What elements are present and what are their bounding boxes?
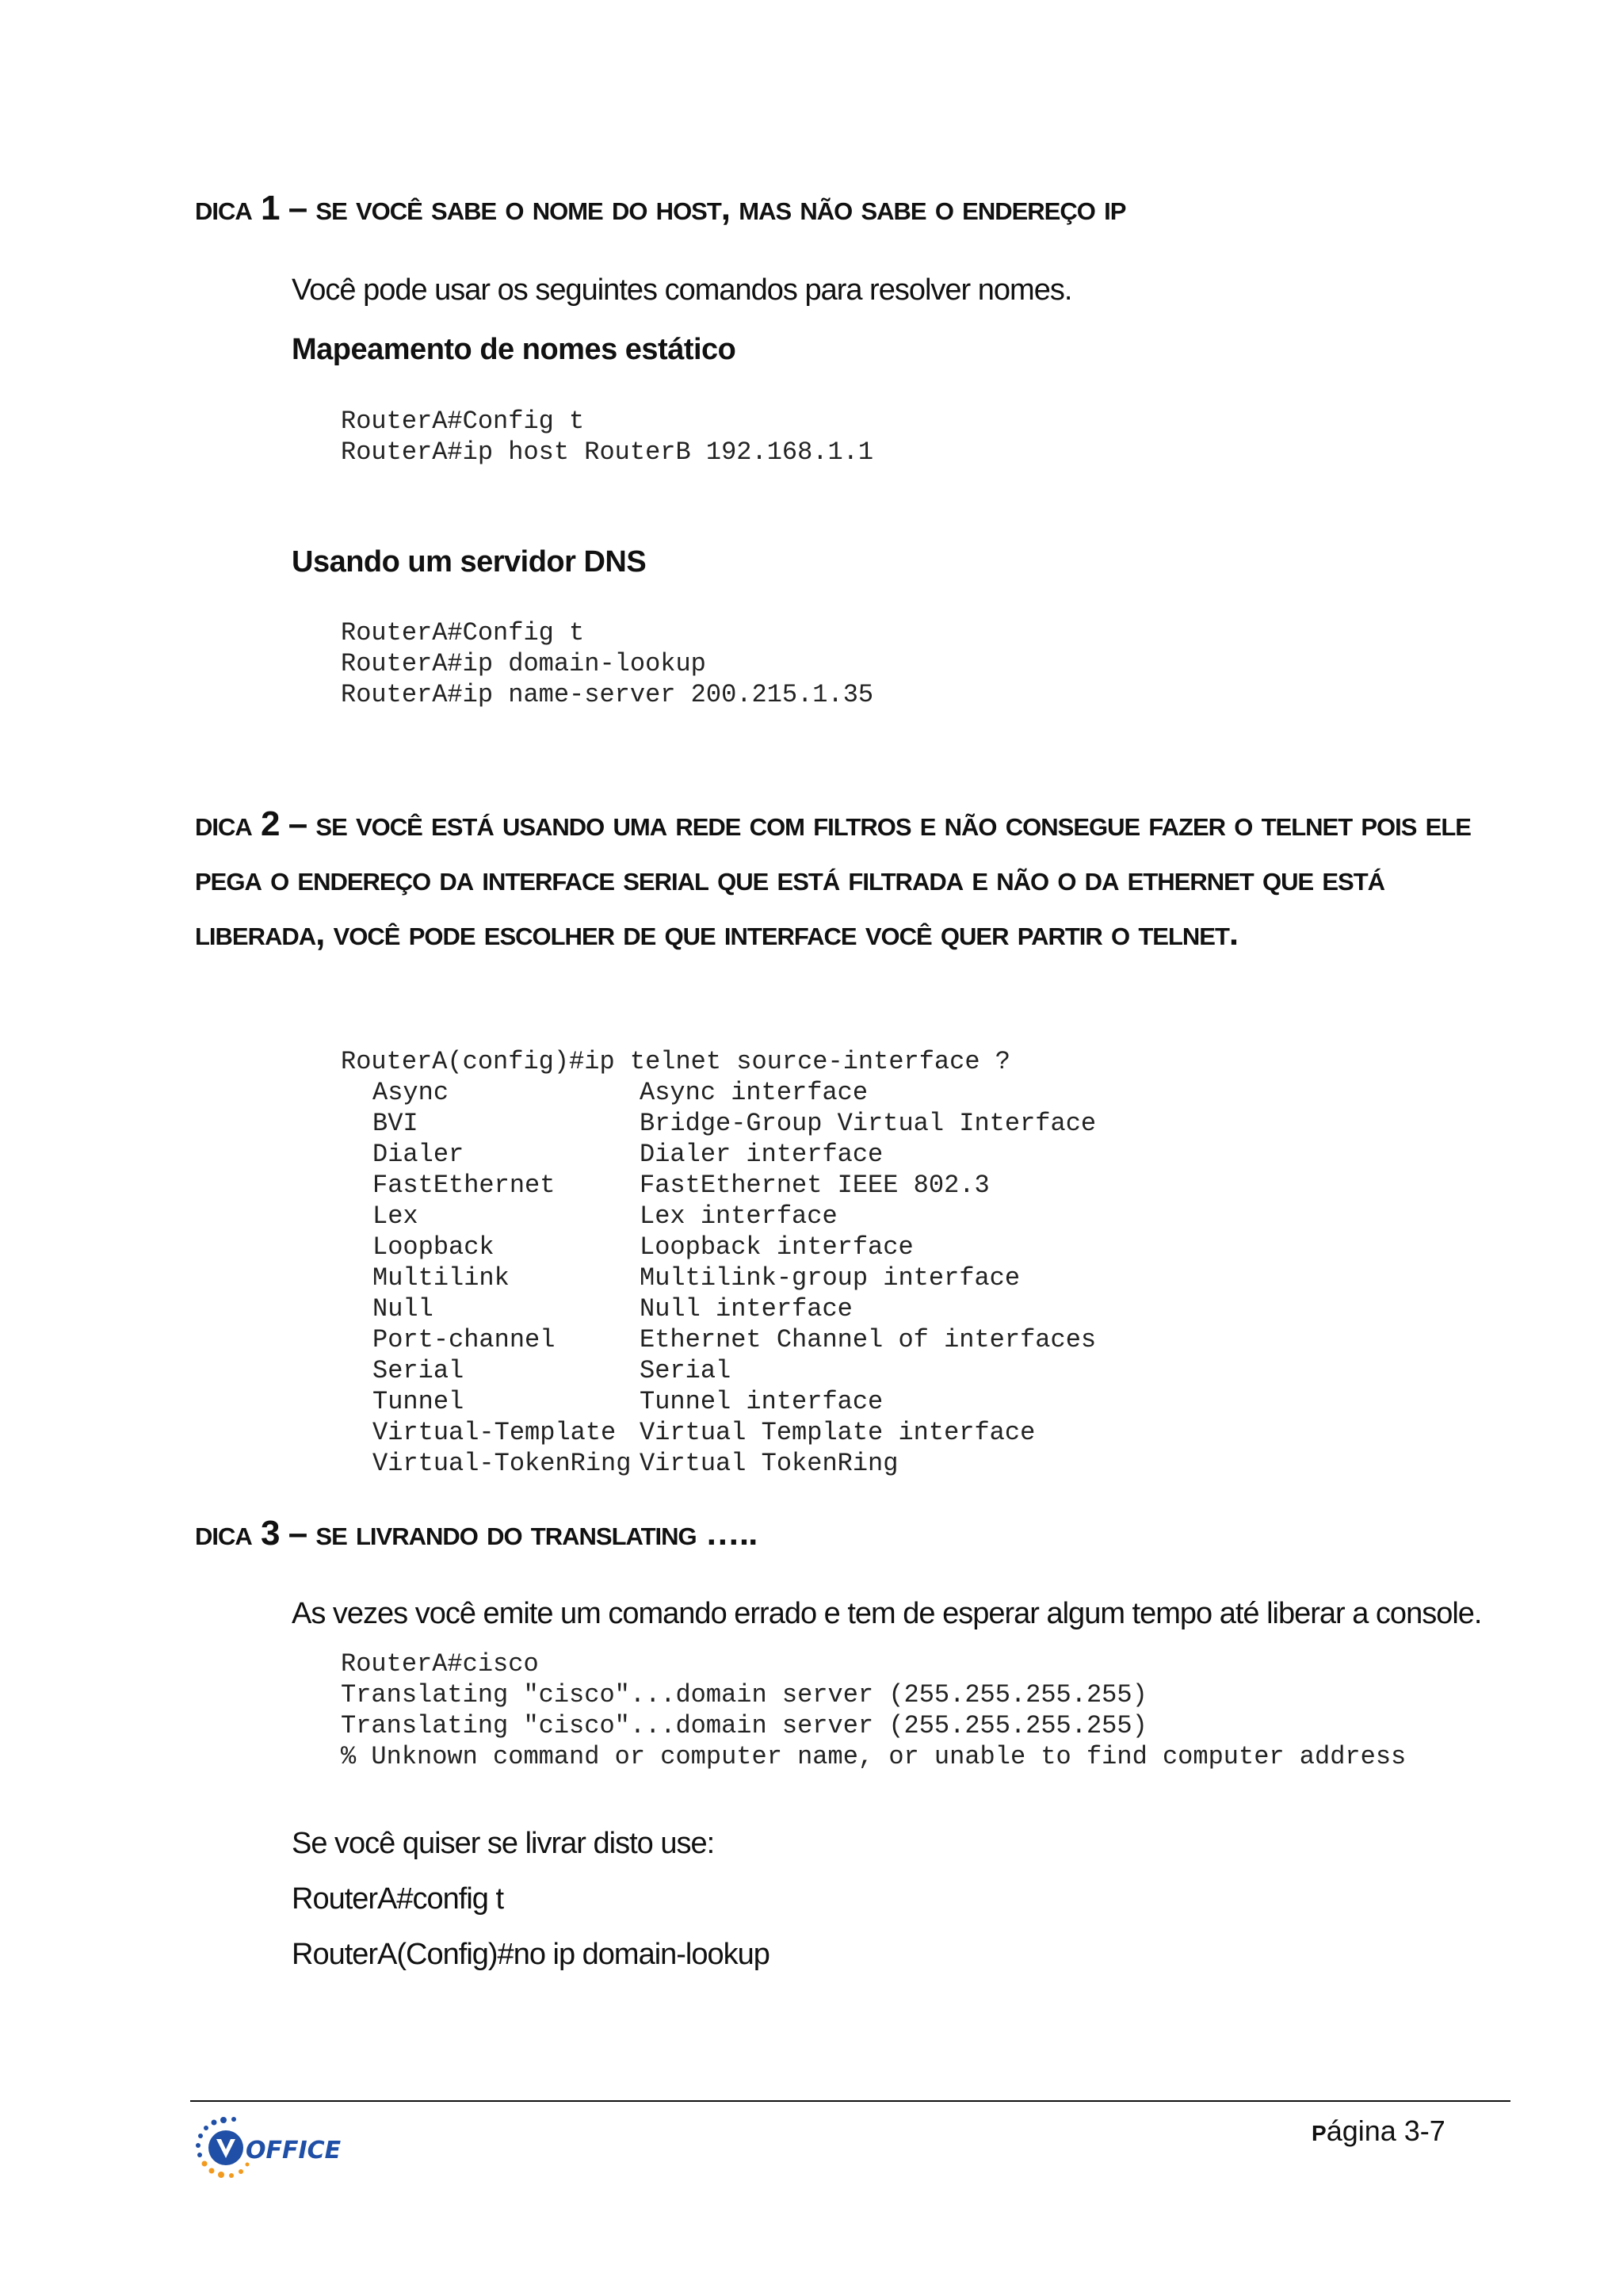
code-line: RouterA#ip domain-lookup	[341, 649, 706, 678]
code-line: Translating "cisco"...domain server (255.255.255.255)	[341, 1680, 1148, 1710]
translating-code	[341, 1648, 1406, 1772]
dns-server-heading: Usando um servidor DNS	[292, 545, 647, 579]
interface-row: Tunnel Tunnel interface	[372, 1387, 884, 1416]
code-line: RouterA#ip host RouterB 192.168.1.1	[341, 437, 874, 467]
interface-row: Virtual-TokenRing Virtual TokenRing	[372, 1449, 899, 1478]
dica2-heading: dica 2 – se você está usando uma rede com filtros e não consegue fazer o telnet pois ele pega o endereço da interface serial que está filtrada e não o da ethernet que está liberada, você pode escolher de que interface você quer partir o telnet.	[195, 804, 1471, 953]
interface-row: Virtual-Template Virtual Template interface	[372, 1418, 1036, 1447]
code-line: Translating "cisco"...domain server (255.255.255.255)	[341, 1711, 1148, 1740]
footer-rule	[190, 2100, 1510, 2102]
static-mapping-heading: Mapeamento de nomes estático	[292, 333, 736, 366]
logo-text: OFFICE	[246, 2137, 342, 2164]
interface-row: Null Null interface	[372, 1294, 853, 1324]
dica3-intro: As vezes você emite um comando errado e tem de esperar algum tempo até liberar a console.	[292, 1597, 1482, 1630]
interface-row: BVI Bridge-Group Virtual Interface	[372, 1109, 1097, 1138]
dica3-heading: dica 3 – se livrando do translating …..	[195, 1514, 758, 1553]
static-mapping-code	[341, 406, 873, 468]
interface-row: Serial Serial	[372, 1356, 731, 1385]
code-line: % Unknown command or computer name, or unable to find computer address	[341, 1742, 1407, 1771]
dica1-intro: Você pode usar os seguintes comandos para resolver nomes.	[292, 273, 1072, 307]
fix-command-2: RouterA(Config)#no ip domain-lookup	[292, 1938, 769, 1971]
voffice-logo	[190, 2111, 365, 2187]
interface-row: FastEthernet FastEthernet IEEE 802.3	[372, 1171, 990, 1200]
interface-row: Dialer Dialer interface	[372, 1140, 884, 1169]
interface-row: Loopback Loopback interface	[372, 1232, 914, 1262]
page-number: Página 3-7	[1312, 2115, 1445, 2147]
code-line: RouterA#cisco	[341, 1649, 539, 1679]
interface-row: Async Async interface	[372, 1078, 869, 1107]
dica1-heading: dica 1 – se você sabe o nome do host, mas não sabe o endereço ip	[195, 189, 1126, 227]
fix-intro: Se você quiser se livrar disto use:	[292, 1827, 715, 1860]
telnet-source-interface-code	[341, 1046, 1096, 1479]
code-line: RouterA(config)#ip telnet source-interface ?	[341, 1047, 1010, 1076]
interface-row: Multilink Multilink-group interface	[372, 1263, 1021, 1293]
interface-row: Port-channel Ethernet Channel of interfaces	[372, 1325, 1097, 1354]
code-line: RouterA#Config t	[341, 407, 585, 436]
code-line: RouterA#Config t	[341, 618, 585, 648]
interface-row: Lex Lex interface	[372, 1201, 838, 1231]
fix-command-1: RouterA#config t	[292, 1882, 504, 1916]
code-line: RouterA#ip name-server 200.215.1.35	[341, 680, 874, 709]
dns-server-code	[341, 617, 873, 710]
